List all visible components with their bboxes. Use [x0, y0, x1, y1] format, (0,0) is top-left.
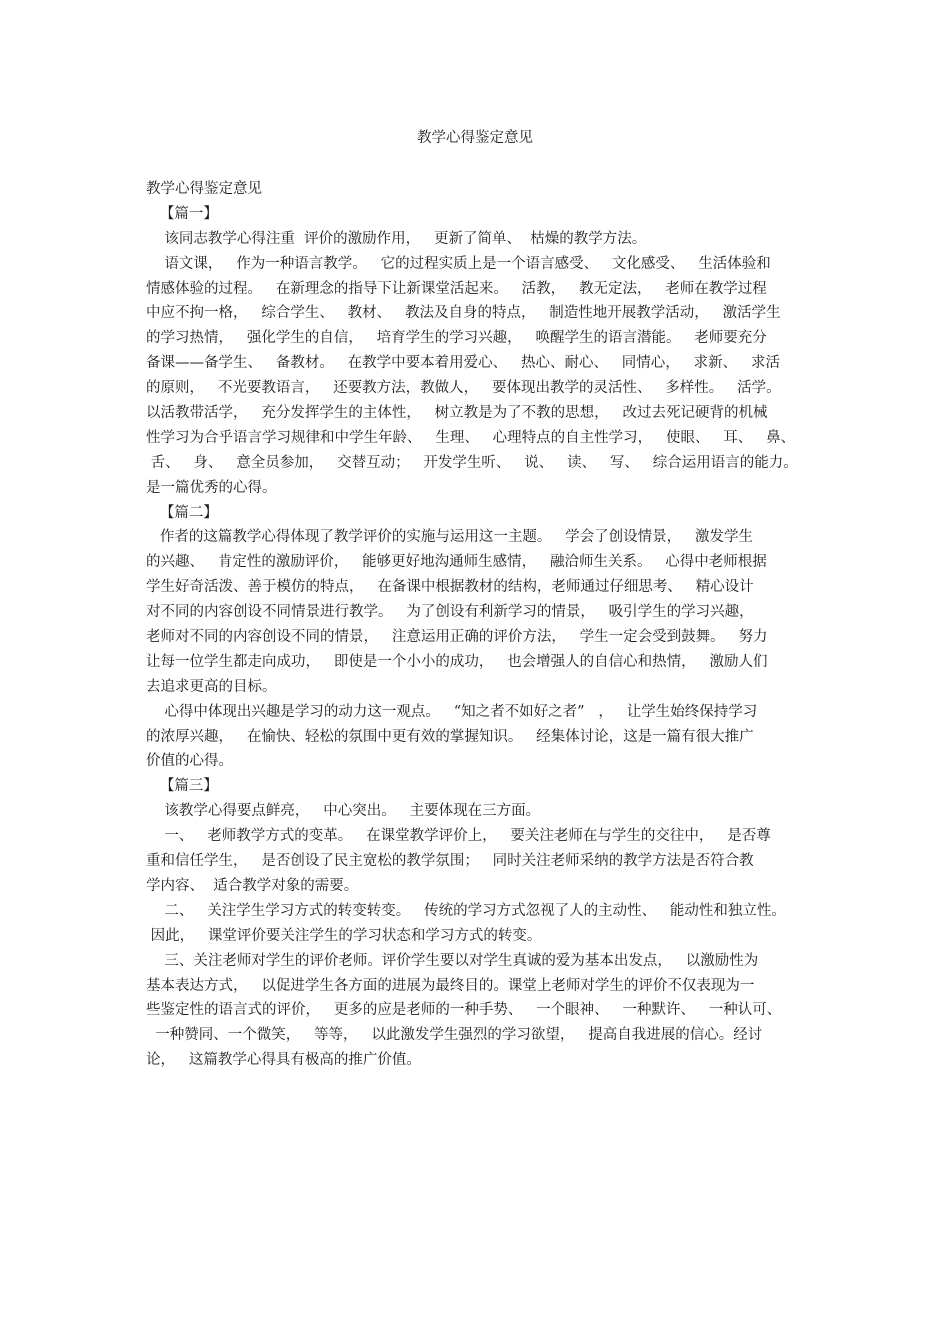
text-line: 作者的这篇教学心得体现了教学评价的实施与运用这一主题。 学会了创设情景， 激发学生 — [146, 529, 753, 546]
page-title: 教学心得鉴定意见 — [417, 130, 533, 146]
text-line: 心得中体现出兴趣是学习的动力这一观点。 “知之者不如好之者” ， 让学生始终保持学习 — [146, 703, 758, 720]
text-line: 的浓厚兴趣， 在愉快、轻松的氛围中更有效的掌握知识。 经集体讨论，这是一篇有很大推广 — [146, 728, 754, 745]
text-line: 三、关注老师对学生的评价老师。评价学生要以对学生真诚的爱为基本出发点， 以激励性为 — [146, 952, 759, 969]
text-line: 一、 老师教学方式的变革。 在课堂教学评价上， 要关注老师在与学生的交往中， 是否尊 — [146, 828, 771, 845]
text-line: 重和信任学生， 是否创设了民主宽松的教学氛围； 同时关注老师采纳的教学方法是否符合教 — [146, 853, 754, 870]
text-line: 的原则， 不光要教语言， 还要教方法，教做人， 要体现出教学的灵活性、 多样性。 活学。 — [146, 380, 781, 397]
document-body — [146, 177, 826, 1073]
text-line: 以活教带活学， 充分发挥学生的主体性， 树立教是为了不教的思想， 改过去死记硬背的机械 — [146, 405, 768, 422]
text-line: 因此， 课堂评价要关注学生的学习状态和学习方式的转变。 — [146, 927, 542, 944]
text-line: 论， 这篇教学心得具有极高的推广价值。 — [146, 1052, 421, 1069]
text-line: 二、 关注学生学习方式的转变转变。 传统的学习方式忽视了人的主动性、 能动性和独立性。 — [146, 902, 786, 919]
text-line: 【篇三】 — [146, 778, 218, 795]
text-line: 基本表达方式， 以促进学生各方面的进展为最终目的。课堂上老师对学生的评价不仅表现为一 — [146, 977, 755, 994]
text-line: 些鉴定性的语言式的评价， 更多的应是老师的一种手势、 一个眼神、 一种默许、 一种认可、 — [146, 1002, 782, 1019]
text-line: 情感体验的过程。 在新理念的指导下让新课堂活起来。 活教， 教无定法， 老师在教学过程 — [146, 280, 767, 297]
text-line: 中应不拘一格， 综合学生、 教材、 教法及自身的特点， 制造性地开展教学活动， 激活学生 — [146, 305, 781, 322]
text-line: 备课——备学生、 备教材。 在教学中要本着用爱心、 热心、耐心、 同情心， 求新、 求活 — [146, 355, 780, 372]
text-line: 价值的心得。 — [146, 753, 233, 770]
text-line: 学生好奇活泼、善于模仿的特点， 在备课中根据教材的结构，老师通过仔细思考、 精心设计 — [146, 579, 754, 596]
text-line: 教学心得鉴定意见 — [146, 181, 262, 197]
text-line: 让每一位学生都走向成功， 即使是一个小小的成功， 也会增强人的自信心和热情， 激励人们 — [146, 653, 768, 670]
text-line: 学内容、 适合教学对象的需要。 — [146, 877, 359, 894]
text-line: 对不同的内容创设不同情景进行教学。 为了创设有利新学习的情景， 吸引学生的学习兴趣， — [146, 604, 754, 621]
text-line: 的兴趣、 肯定性的激励评价， 能够更好地沟通师生感情， 融洽师生关系。 心得中老师根据 — [146, 554, 767, 571]
text-line: 的学习热情， 强化学生的自信， 培育学生的学习兴趣， 唤醒学生的语言潜能。 老师要充分 — [146, 330, 767, 347]
text-line: 一种赞同、一个微笑， 等等， 以此激发学生强烈的学习欲望， 提高自我进展的信心。经讨 — [146, 1027, 763, 1044]
text-line: 该同志教学心得注重 评价的激励作用， 更新了简单、 枯燥的教学方法。 — [146, 230, 647, 247]
text-line: 老师对不同的内容创设不同的情景， 注意运用正确的评价方法， 学生一定会受到鼓舞。 努力 — [146, 629, 768, 646]
text-line: 舌、 身、 意全员参加， 交替互动； 开发学生听、 说、 读、 写、 综合运用语言的能力。 — [146, 454, 798, 471]
text-line: 去追求更高的目标。 — [146, 678, 277, 695]
text-line: 【篇二】 — [146, 504, 218, 521]
text-line: 语文课， 作为一种语言教学。 它的过程实质上是一个语言感受、 文化感受、 生活体验和 — [146, 255, 771, 272]
text-line: 该教学心得要点鲜亮， 中心突出。 主要体现在三方面。 — [146, 803, 541, 820]
text-line: 【篇一】 — [146, 205, 218, 222]
text-line: 是一篇优秀的心得。 — [146, 479, 277, 496]
text-line: 性学习为合乎语言学习规律和中学生年龄、 生理、 心理特点的自主性学习， 使眼、 耳、 鼻、 — [146, 429, 796, 446]
